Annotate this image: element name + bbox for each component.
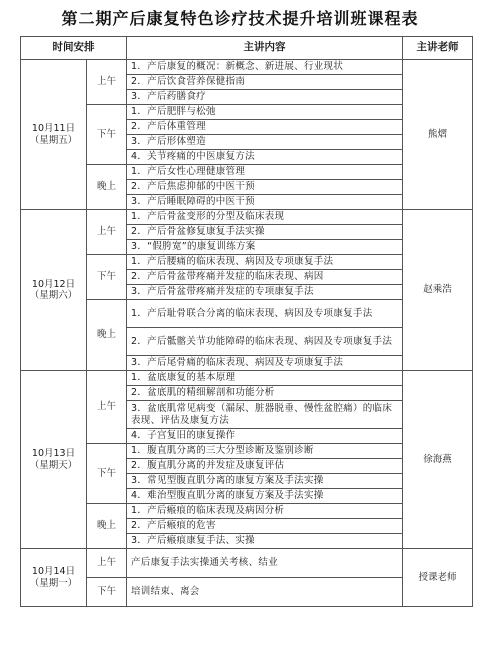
course-item: 培训结束、离会 <box>127 578 403 607</box>
period-cell: 下午 <box>87 578 127 607</box>
header-content: 主讲内容 <box>127 37 403 60</box>
course-item: 2．产后瘢痕的危害 <box>127 519 403 534</box>
course-item: 1．产后耻骨联合分离的临床表现、病因及专项康复手法 <box>127 300 403 328</box>
course-item: 3．产后瘢痕康复手法、实操 <box>127 534 403 549</box>
day-weekday: （星期一） <box>29 577 78 589</box>
course-item: 2．产后骨盆修复康复手法实操 <box>127 225 403 240</box>
day-cell <box>21 210 87 371</box>
period-cell: 下午 <box>87 255 127 300</box>
course-item: 3．产后骨盆带疼痛并发症的专项康复手法 <box>127 285 403 300</box>
teacher-cell: 赵乘浩 <box>403 210 473 371</box>
page-title: 第二期产后康复特色诊疗技术提升培训班课程表 <box>61 9 419 28</box>
course-item: 4．子宫复旧的康复操作 <box>127 429 403 444</box>
course-item: 3．产后形体塑造 <box>127 135 403 150</box>
course-item: 4．难治型腹直肌分离的康复方案及手法实操 <box>127 489 403 504</box>
day-date: 10月13日 <box>31 448 76 459</box>
day-date: 10月11日 <box>31 123 76 134</box>
course-item: 2．产后体重管理 <box>127 120 403 135</box>
course-item: 3．产后睡眠障碍的中医干预 <box>127 195 403 210</box>
course-item: 1．产后腰痛的临床表现、病因及专项康复手法 <box>127 255 403 270</box>
day-weekday: （星期天） <box>29 459 78 471</box>
course-item: 3．产后尾骨痛的临床表现、病因及专项康复手法 <box>127 356 403 371</box>
teacher-cell: 徐海燕 <box>403 371 473 549</box>
period-cell: 下午 <box>87 444 127 504</box>
course-item: 产后康复手法实操通关考核、结业 <box>127 549 403 578</box>
table-row <box>21 210 473 225</box>
period-cell: 上午 <box>87 60 127 105</box>
course-item: 3．产后药膳食疗 <box>127 90 403 105</box>
course-item: 1．腹直肌分离的三大分型诊断及鉴别诊断 <box>127 444 403 459</box>
course-item: 3．“假胯宽”的康复训练方案 <box>127 240 403 255</box>
day-weekday: （星期六） <box>29 290 78 301</box>
course-item: 3．常见型腹直肌分离的康复方案及手法实操 <box>127 474 403 489</box>
day-date: 10月14日 <box>31 566 76 577</box>
header-row <box>21 37 473 60</box>
course-item: 1．产后女性心理健康管理 <box>127 165 403 180</box>
table-row <box>21 549 473 578</box>
day-date: 10月12日 <box>31 278 76 290</box>
table-row <box>21 371 473 386</box>
course-item: 1．产后骨盆变形的分型及临床表现 <box>127 210 403 225</box>
schedule-table <box>20 36 473 607</box>
teacher-cell: 授课老师 <box>403 549 473 607</box>
period-cell: 上午 <box>87 210 127 255</box>
day-cell <box>21 371 87 549</box>
period-cell: 上午 <box>87 371 127 444</box>
header-teacher: 主讲老师 <box>403 37 473 60</box>
table-row <box>21 60 473 75</box>
period-cell: 下午 <box>87 105 127 165</box>
course-item: 3．盆底肌常见病变（漏尿、脏器脱垂、慢性盆腔痛）的临床表现、评估及康复方法 <box>127 401 403 429</box>
period-cell: 晚上 <box>87 504 127 549</box>
course-item: 2．腹直肌分离的并发症及康复评估 <box>127 459 403 474</box>
course-item: 1．产后瘢痕的临床表现及病因分析 <box>127 504 403 519</box>
course-item: 2．产后骶髂关节功能障碍的临床表现、病因及专项康复手法 <box>127 328 403 356</box>
course-item: 1．盆底康复的基本原理 <box>127 371 403 386</box>
teacher-cell: 熊熠 <box>403 60 473 210</box>
course-item: 1．产后康复的概况：新概念、新进展、行业现状 <box>127 60 403 75</box>
course-item: 1．产后肥胖与松弛 <box>127 105 403 120</box>
day-weekday: （星期五） <box>29 134 78 146</box>
period-cell: 晚上 <box>87 165 127 210</box>
course-item: 2．产后饮食营养保健指南 <box>127 75 403 90</box>
header-time: 时间安排 <box>21 37 127 60</box>
course-item: 2．盆底肌的精细解剖和功能分析 <box>127 386 403 401</box>
period-cell: 晚上 <box>87 300 127 371</box>
day-cell <box>21 60 87 210</box>
day-cell <box>21 549 87 607</box>
course-item: 2．产后焦虑抑郁的中医干预 <box>127 180 403 195</box>
course-item: 4．关节疼痛的中医康复方法 <box>127 150 403 165</box>
period-cell: 上午 <box>87 549 127 578</box>
course-item: 2．产后骨盆带疼痛并发症的临床表现、病因 <box>127 270 403 285</box>
